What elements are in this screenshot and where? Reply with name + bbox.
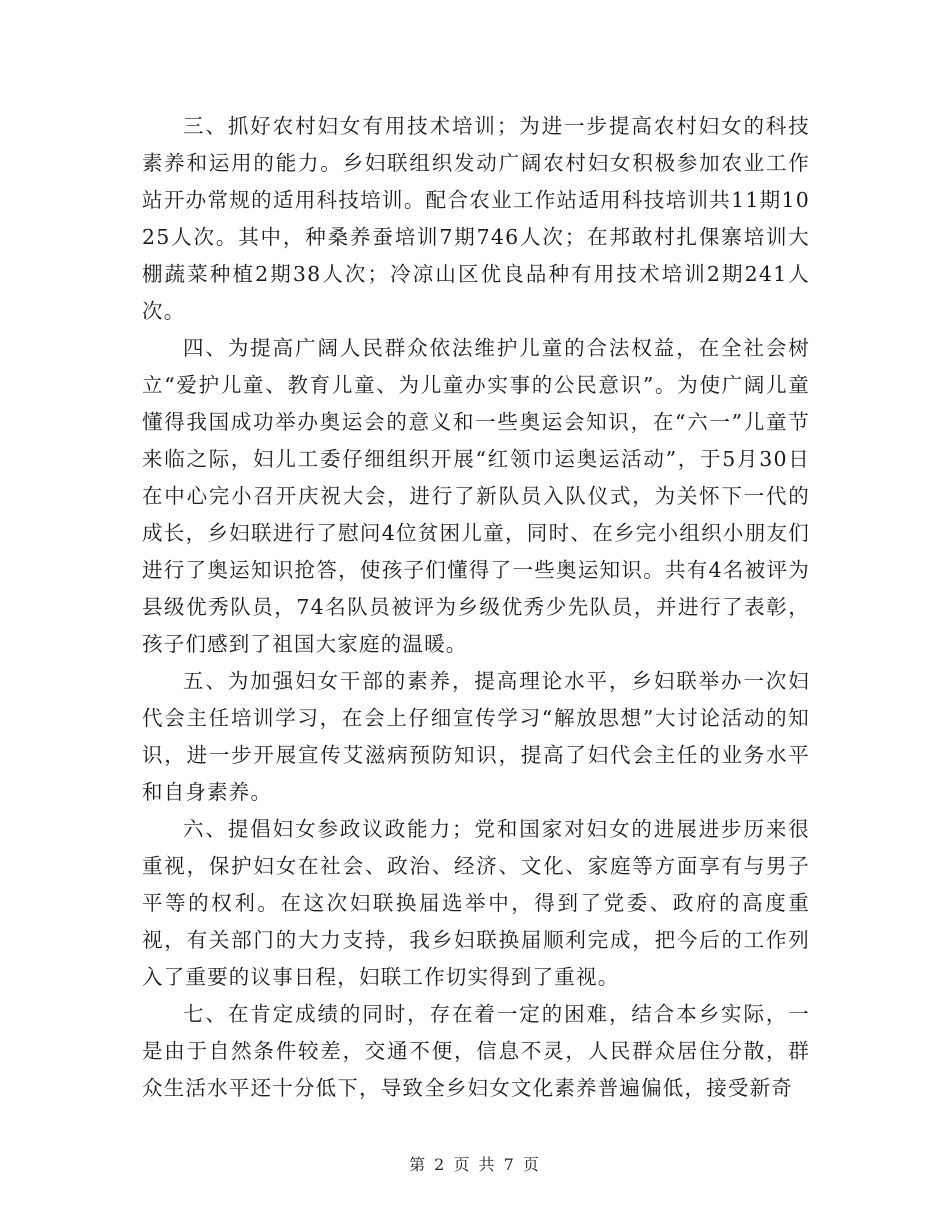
paragraph-section-4: 四、为提高广阔人民群众依法维护儿童的合法权益，在全社会树立“爱护儿童、教育儿童、为儿童办实事的公民意识”。为使广阔儿童懂得我国成功举办奥运会的意义和一些奥运会知识，在“六一”儿童节来临之际，妇儿工委仔细组织开展“红领巾运奥运活动”，于5月30日在中心完小召开庆祝大会，进行了新队员入队仪式，为关怀下一代的成长，乡妇联进行了慰问4位贫困儿童，同时、在乡完小组织小朋友们进行了奥运知识抢答，使孩子们懂得了一些奥运知识。共有4名被评为县级优秀队员，74名队员被评为乡级优秀少先队员，并进行了表彰，孩子们感到了祖国大家庭的温暖。 <box>142 336 810 656</box>
paragraph-section-3: 三、抓好农村妇女有用技术培训；为进一步提高农村妇女的科技素养和运用的能力。乡妇联组织发动广阔农村妇女积极参加农业工作站开办常规的适用科技培训。配合农业工作站适用科技培训共11期1025人次。其中，种桑养蚕培训7期746人次；在邦敢村扎倮寨培训大棚蔬菜种植2期38人次；冷凉山区优良品种有用技术培训2期241人次。 <box>142 114 810 323</box>
document-body <box>142 108 810 1107</box>
paragraph-section-5: 五、为加强妇女干部的素养，提高理论水平，乡妇联举办一次妇代会主任培训学习，在会上仔细宣传学习“解放思想”大讨论活动的知识，进一步开展宣传艾滋病预防知识，提高了妇代会主任的业务水平和自身素养。 <box>142 669 810 804</box>
page-number-footer: 第 2 页 共 7 页 <box>409 1155 541 1174</box>
paragraph-section-7: 七、在肯定成绩的同时，存在着一定的困难，结合本乡实际，一是由于自然条件较差，交通不便，信息不灵，人民群众居住分散，群众生活水平还十分低下，导致全乡妇女文化素养普遍偏低，接受新奇 <box>142 1002 810 1100</box>
paragraph-section-6: 六、提倡妇女参政议政能力；党和国家对妇女的进展进步历来很重视，保护妇女在社会、政治、经济、文化、家庭等方面享有与男子平等的权利。在这次妇联换届选举中，得到了党委、政府的高度重视，有关部门的大力支持，我乡妇联换届顺利完成，把今后的工作列入了重要的议事日程，妇联工作切实得到了重视。 <box>142 817 810 989</box>
